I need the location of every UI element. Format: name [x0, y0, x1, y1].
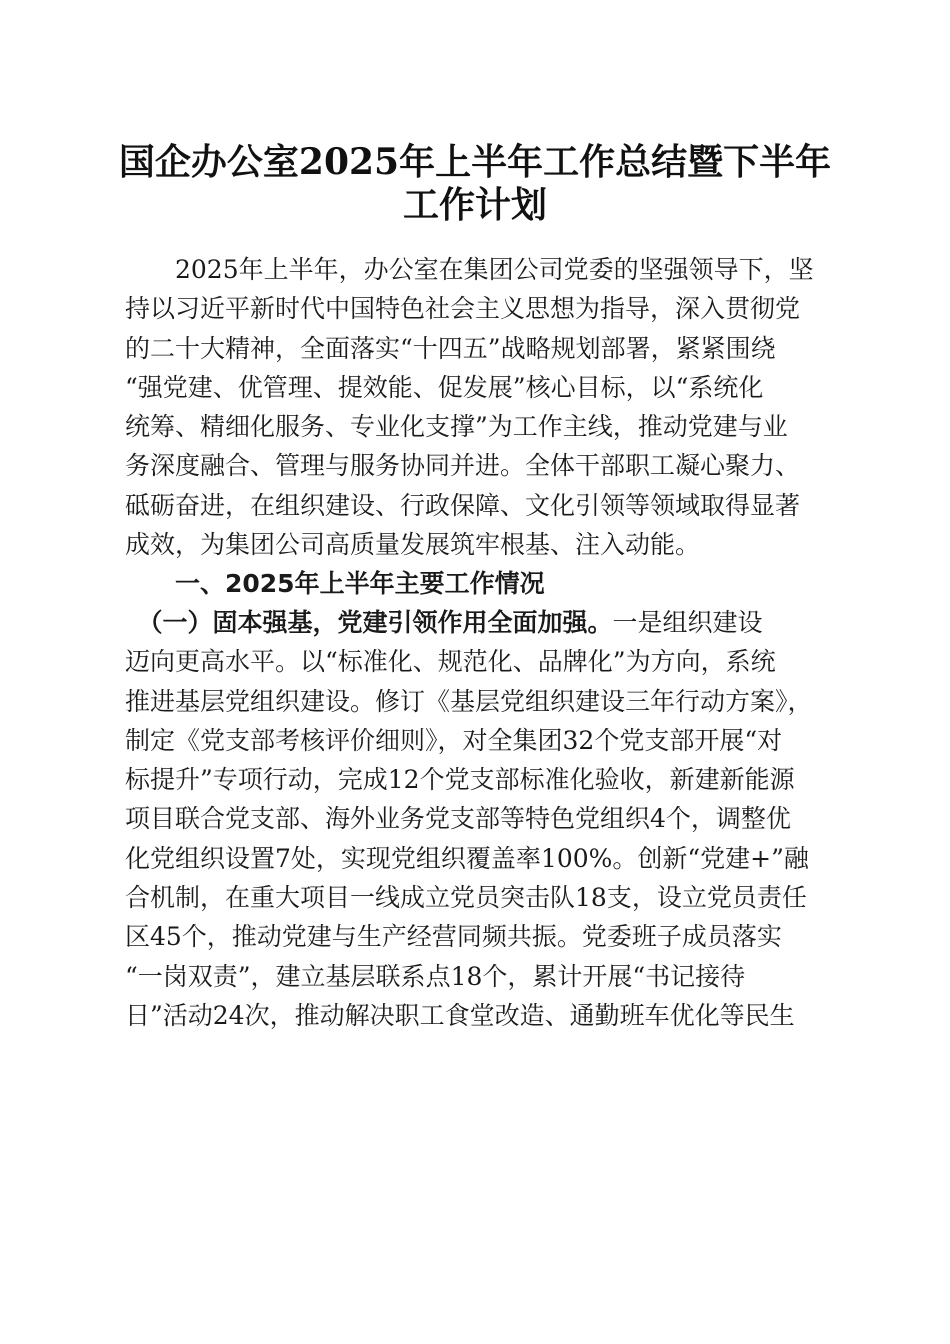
intro-line: “强党建、优管理、提效能、促发展”核心目标，以“系统化 — [125, 372, 764, 402]
subsection-line: 合机制，在重大项目一线成立党员突击队18支，设立党员责任 — [125, 883, 807, 913]
section-heading-block — [125, 564, 830, 603]
subsection-line: 推进基层党组织建设。修订《基层党组织建设三年行动方案》， — [125, 686, 813, 716]
section-heading: 一、2025年上半年主要工作情况 — [125, 569, 545, 598]
subsection-line: 日”活动24次，推动解决职工食堂改造、通勤班车优化等民生 — [125, 1000, 795, 1030]
subsection-paragraph — [125, 603, 830, 1035]
subsection-line: 项目联合党支部、海外业务党支部等特色党组织4个，调整优 — [125, 804, 791, 834]
subsection-line: 迈向更高水平。以“标准化、规范化、品牌化”为方向，系统 — [125, 647, 776, 677]
subsection-line: 制定《党支部考核评价细则》，对全集团32个党支部开展“对 — [125, 725, 783, 755]
intro-line: 2025年上半年，办公室在集团公司党委的坚强领导下，坚 — [125, 255, 814, 284]
subsection-line: “一岗双责”，建立基层联系点18个，累计开展“书记接待 — [125, 961, 746, 991]
subsection-line: 区45个，推动党建与生产经营同频共振。党委班子成员落实 — [125, 922, 782, 952]
intro-line: 务深度融合、管理与服务协同并进。全体干部职工凝心聚力、 — [125, 451, 801, 481]
subsection-first-line — [125, 603, 830, 642]
intro-line: 成效，为集团公司高质量发展筑牢根基、注入动能。 — [125, 530, 701, 560]
document-title-line-2: 工作计划 — [402, 184, 547, 226]
intro-line: 持以习近平新时代中国特色社会主义思想为指导，深入贯彻党 — [125, 294, 801, 324]
document-title-line-1: 国企办公室2025年上半年工作总结暨下半年 — [118, 141, 832, 183]
subsection-heading: （一）固本强基，党建引领作用全面加强。 — [125, 608, 613, 637]
intro-line: 统筹、精细化服务、专业化支撑”为工作主线，推动党建与业 — [125, 412, 788, 442]
intro-paragraph — [125, 250, 830, 564]
subsection-line: 化党组织设置7处，实现党组织覆盖率100%。创新“党建+”融 — [125, 843, 809, 873]
intro-line: 的二十大精神，全面落实“十四五”战略规划部署，紧紧围绕 — [125, 333, 776, 363]
subsection-first-line-text: 一是组织建设 — [612, 608, 763, 637]
intro-line: 砥砺奋进，在组织建设、行政保障、文化引领等领域取得显著 — [125, 490, 801, 520]
subsection-line: 标提升”专项行动，完成12个党支部标准化验收，新建新能源 — [125, 765, 795, 795]
